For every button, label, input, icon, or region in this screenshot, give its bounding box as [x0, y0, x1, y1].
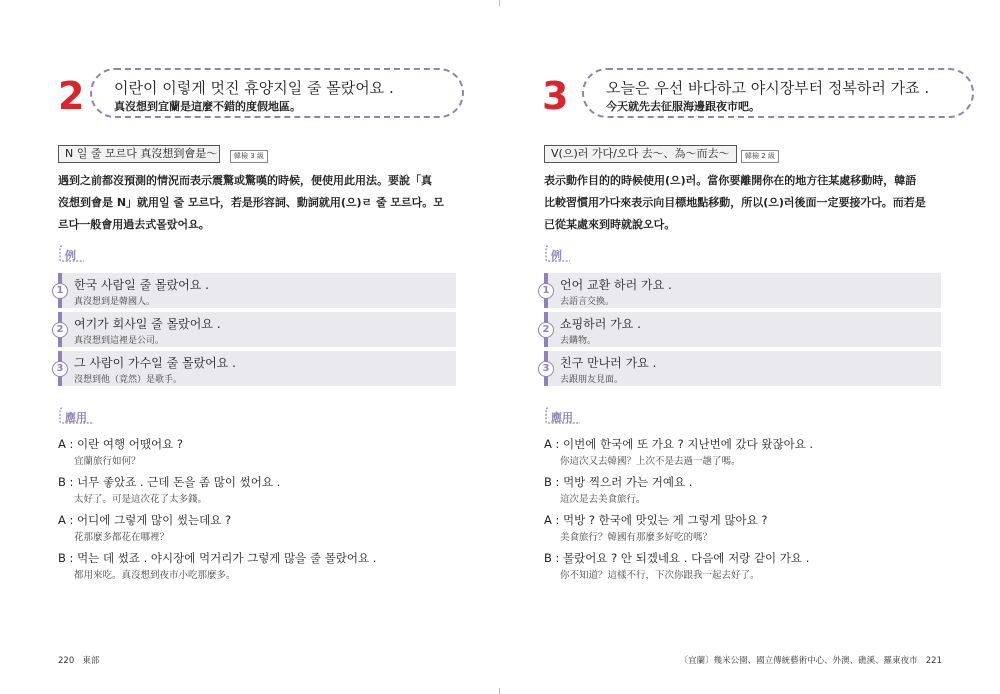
dialogue	[544, 436, 984, 588]
level-badge: 韓檢 2 級	[741, 150, 779, 163]
title-chinese: 今天就先去征服海邊跟夜市吧。	[606, 100, 760, 113]
example-chinese: 去語言交換。	[560, 297, 615, 307]
title-korean: 오늘은 우선 바다하고 야시장부터 정복하러 가죠 .	[606, 79, 930, 97]
example-row	[544, 351, 941, 386]
dialogue-korean: B : 몰랐어요 ? 안 되겠네요 . 다음에 저랑 같이 가요 .	[544, 551, 810, 565]
example-chinese: 去跟朋友見面。	[560, 375, 624, 385]
dialogue-korean: B : 먹방 찍으러 가는 거예요 .	[544, 475, 693, 489]
title-chinese: 真沒想到宜蘭是這麼不錯的度假地區。	[114, 100, 301, 113]
example-number: 2	[538, 322, 554, 338]
example-korean: 여기가 회사일 줄 몰랐어요 .	[74, 317, 221, 331]
grammar-label: V(으)러 가다/오다 去～、為～而去～	[544, 145, 737, 163]
example-number: 3	[52, 361, 68, 377]
explanation	[58, 170, 458, 236]
dialogue-korean: A : 이란 여행 어땠어요 ?	[58, 437, 183, 451]
dialogue-korean: B : 먹는 데 썼죠 . 야시장에 먹거리가 그렇게 많을 줄 몰랐어요 .	[58, 551, 377, 565]
apply-tag	[58, 406, 98, 426]
title-pill	[90, 68, 464, 118]
page-footer	[680, 654, 942, 666]
level-badge: 韓檢 3 級	[230, 150, 268, 163]
explanation	[544, 170, 944, 236]
lesson-number: 2	[58, 74, 85, 118]
footer-section: 〔宜蘭〕幾米公園、國立傳統藝術中心、外澳、礁溪、羅東夜市	[679, 656, 918, 666]
example-number: 3	[538, 361, 554, 377]
apply-tag-label: 應用	[65, 411, 87, 424]
dialogue-chinese: 太好了。可是這次花了太多錢。	[74, 494, 208, 505]
example-row	[544, 273, 941, 308]
dialogue-chinese: 你不知道？這樣不行，下次你跟我一起去好了。	[560, 570, 760, 581]
dialogue-chinese: 宜蘭旅行如何？	[74, 456, 141, 467]
explanation-line: 르다一般會用過去式몰랐어요。	[58, 218, 210, 231]
dialogue-korean: B : 너무 좋았죠 . 근데 돈을 좀 많이 썼어요 .	[58, 475, 281, 489]
example-tag-label: 例	[551, 249, 562, 262]
example-korean: 친구 만나러 가요 .	[560, 356, 657, 370]
example-row	[58, 312, 456, 347]
example-number: 2	[52, 322, 68, 338]
example-number: 1	[52, 283, 68, 299]
example-korean: 쇼핑하러 가요 .	[560, 317, 641, 331]
example-number: 1	[538, 283, 554, 299]
explanation-line: 比較習慣用가다來表示向目標地點移動，所以(으)러後面一定要接가다。而若是	[544, 196, 926, 209]
example-tag-label: 例	[65, 249, 76, 262]
dialogue-korean: A : 먹방 ? 한국에 맛있는 게 그렇게 많아요 ?	[544, 513, 768, 527]
explanation-line: 沒想到會是 N」就用일 줄 모르다，若是形容詞、動詞就用(으)ㄹ 줄 모르다。모	[58, 196, 444, 209]
lesson-number: 3	[542, 74, 569, 118]
example-tag	[544, 244, 574, 264]
dialogue-chinese: 這次是去美食旅行。	[560, 494, 646, 505]
example-row	[544, 312, 941, 347]
dialogue-chinese: 花那麼多都花在哪裡？	[74, 532, 170, 543]
explanation-line: 已從某處來到時就說오다。	[544, 218, 676, 231]
right-page	[500, 0, 1000, 694]
example-chinese: 真沒想到是韓國人。	[74, 297, 156, 307]
example-chinese: 去購物。	[560, 336, 597, 346]
footer-section: 東部	[82, 656, 100, 666]
title-pill	[582, 68, 974, 118]
dialogue	[58, 436, 498, 588]
dialogue-korean: A : 어디에 그렇게 많이 썼는데요 ?	[58, 513, 232, 527]
dialogue-korean: A : 이번에 한국에 또 가요 ? 지난번에 갔다 왔잖아요 .	[544, 437, 814, 451]
page-number: 220	[58, 656, 75, 666]
title-korean: 이란이 이렇게 멋진 휴양지일 줄 몰랐어요 .	[114, 79, 394, 97]
dialogue-chinese: 都用來吃。真沒想到夜市小吃那麼多。	[74, 570, 236, 581]
dialogue-chinese: 美食旅行？韓國有那麼多好吃的嗎？	[560, 532, 713, 543]
example-korean: 그 사람이 가수일 줄 몰랐어요 .	[74, 356, 236, 370]
apply-tag	[544, 406, 584, 426]
page-number: 221	[925, 656, 942, 666]
grammar-label: N 일 줄 모르다 真沒想到會是～	[58, 145, 220, 163]
example-korean: 언어 교환 하러 가요 .	[560, 278, 672, 292]
example-chinese: 沒想到他（竟然）是歌手。	[74, 375, 183, 385]
dialogue-chinese: 你這次又去韓國？上次不是去過一趟了嗎。	[560, 456, 741, 467]
example-row	[58, 351, 456, 386]
example-tag	[58, 244, 88, 264]
explanation-line: 表示動作目的的時候使用(으)러。當你要離開你在的地方往某處移動時，韓語	[544, 174, 917, 187]
page-footer	[58, 654, 99, 666]
apply-tag-label: 應用	[551, 411, 573, 424]
example-chinese: 真沒想到這裡是公司。	[74, 336, 165, 346]
example-row	[58, 273, 456, 308]
explanation-line: 遇到之前都沒預測的情況而表示震驚或驚嘆的時候，便使用此用法。要說「真	[58, 174, 432, 187]
example-korean: 한국 사람일 줄 몰랐어요 .	[74, 278, 209, 292]
